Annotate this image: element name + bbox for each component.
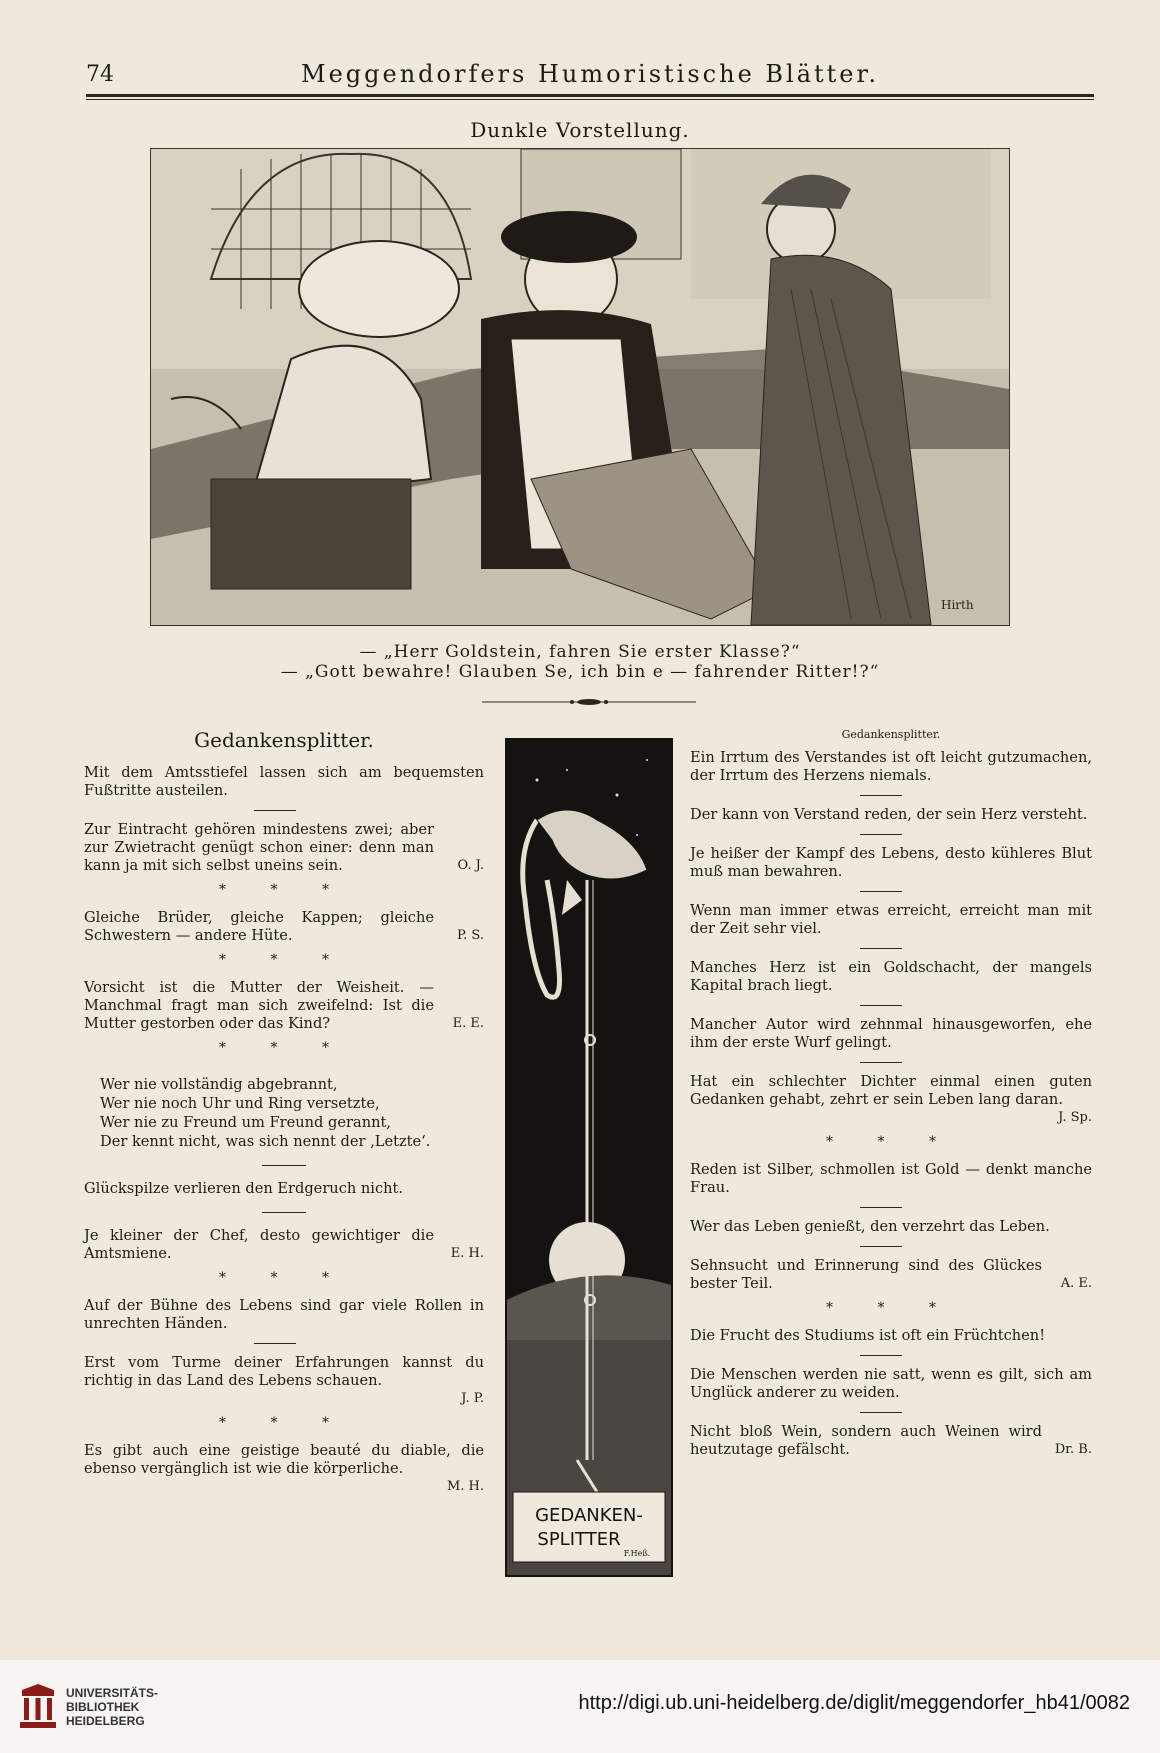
aphorism: Vorsicht ist die Mutter der Weisheit. — Manchmal fragt man sich zweifelnd: Ist die Mutter gestorben oder das Kind? E. E. xyxy=(84,979,484,1032)
separator xyxy=(262,1165,306,1166)
aphorism: Manches Herz ist ein Goldschacht, der mangels Kapital brach liegt. xyxy=(690,959,1092,994)
aphorism: Es gibt auch eine geistige beauté du diable, die ebenso vergänglich ist wie die körperliche. xyxy=(84,1442,484,1477)
signature: M. H. xyxy=(446,1479,484,1494)
cartoon-drawing xyxy=(151,149,1009,625)
aphorism: Wenn man immer etwas erreicht, erreicht man mit der Zeit sehr viel. xyxy=(690,902,1092,937)
poem-line: Wer nie vollständig abgebrannt, xyxy=(100,1076,338,1093)
separator xyxy=(262,1212,306,1213)
illustration-signature: F.Heß. xyxy=(623,1549,651,1558)
separator xyxy=(860,948,902,949)
aphorism: Hat ein schlechter Dichter einmal einen guten Gedanken gehabt, zehrt er sein Leben lang daran. xyxy=(690,1073,1092,1108)
star-divider: * * * xyxy=(219,882,349,898)
left-column xyxy=(84,728,484,1496)
star-divider: * * * xyxy=(219,952,349,968)
illustration-title-2: SPLITTER xyxy=(537,1529,621,1550)
separator xyxy=(860,1207,902,1208)
separator xyxy=(860,1062,902,1063)
aphorism: Gleiche Brüder, gleiche Kappen; gleiche Schwestern — andere Hüte. P. S. xyxy=(84,909,484,944)
poem-line: Der kennt nicht, was sich nennt der ‚Letzte‘. xyxy=(100,1133,431,1150)
ornament-divider xyxy=(482,696,696,708)
separator xyxy=(860,795,902,796)
separator xyxy=(860,834,902,835)
svg-text:Hirth: Hirth xyxy=(941,598,974,612)
aphorism: Zur Eintracht gehören mindestens zwei; aber zur Zwietracht genügt schon einer: denn man kann ja mit sich selbst uneins sein. O. J. xyxy=(84,821,484,874)
right-column-title: Gedankensplitter. xyxy=(841,728,941,741)
page-header xyxy=(86,60,1094,90)
aphorism: Ein Irrtum des Verstandes ist oft leicht gutzumachen, der Irrtum des Herzens niemals. xyxy=(690,749,1092,784)
star-divider: * * * xyxy=(219,1270,349,1286)
aphorism: Je heißer der Kampf des Lebens, desto kühleres Blut muß man bewahren. xyxy=(690,845,1092,880)
library-footer xyxy=(0,1660,1160,1753)
aphorism: Reden ist Silber, schmollen ist Gold — denkt manche Frau. xyxy=(690,1161,1092,1196)
aphorism: Glückspilze verlieren den Erdgeruch nicht. xyxy=(84,1180,404,1197)
aphorism: Die Menschen werden nie satt, wenn es gilt, sich am Unglück anderer zu weiden. xyxy=(690,1366,1092,1401)
poem-line: Wer nie zu Freund um Freund gerannt, xyxy=(100,1114,391,1131)
aphorism: Wer das Leben genießt, den verzehrt das Leben. xyxy=(690,1218,1050,1235)
separator xyxy=(254,1343,296,1344)
star-divider: * * * xyxy=(219,1415,349,1431)
illustration-title-1: GEDANKEN- xyxy=(535,1505,643,1526)
left-column-title: Gedankensplitter. xyxy=(194,728,374,752)
star-divider: * * * xyxy=(826,1134,956,1150)
source-url-link[interactable]: http://digi.ub.uni-heidelberg.de/diglit/meggendorfer_hb41/0082 xyxy=(578,1692,1130,1714)
signature: P. S. xyxy=(457,928,484,943)
signature: J. Sp. xyxy=(1058,1110,1092,1125)
caption-line-2: — „Gott bewahre! Glauben Se, ich bin e — fahrender Ritter!?“ xyxy=(280,662,880,682)
header-rule xyxy=(86,94,1094,97)
library-name-line: UNIVERSITÄTS- xyxy=(66,1686,159,1700)
library-name xyxy=(66,1686,158,1728)
star-divider: * * * xyxy=(219,1040,349,1056)
separator xyxy=(254,810,296,811)
signature: A. E. xyxy=(1060,1276,1092,1291)
signature: O. J. xyxy=(457,858,484,873)
gedankensplitter-illustration xyxy=(505,738,673,1577)
signature: E. H. xyxy=(450,1246,484,1261)
cartoon-illustration xyxy=(150,148,1010,626)
page-number: 74 xyxy=(86,62,114,87)
aphorism: Erst vom Turme deiner Erfahrungen kannst du richtig in das Land des Lebens schauen. xyxy=(84,1354,484,1389)
separator xyxy=(860,1246,902,1247)
signature: J. P. xyxy=(461,1391,484,1406)
signature: E. E. xyxy=(452,1016,484,1031)
aphorism: Die Frucht des Studiums ist oft ein Früchtchen! xyxy=(690,1327,1046,1344)
aphorism: Auf der Bühne des Lebens sind gar viele Rollen in unrechten Händen. xyxy=(84,1297,484,1332)
aphorism: Sehnsucht und Erinnerung sind des Glückes bester Teil. A. E. xyxy=(690,1257,1092,1292)
magazine-title: Meggendorfers Humoristische Blätter. xyxy=(301,60,879,88)
separator xyxy=(860,1005,902,1006)
signature: Dr. B. xyxy=(1054,1442,1092,1457)
separator xyxy=(860,891,902,892)
separator xyxy=(860,1412,902,1413)
flamingo-drawing xyxy=(507,740,671,1575)
header-rule-thin xyxy=(86,99,1094,100)
caption-line-1: — „Herr Goldstein, fahren Sie erster Klasse?“ xyxy=(359,642,801,662)
aphorism: Der kann von Verstand reden, der sein Herz versteht. xyxy=(690,806,1088,823)
library-name-line: BIBLIOTHEK xyxy=(66,1700,140,1714)
separator xyxy=(860,1355,902,1356)
star-divider: * * * xyxy=(826,1300,956,1316)
library-name-line: HEIDELBERG xyxy=(66,1714,145,1728)
right-column xyxy=(690,728,1092,1459)
aphorism: Nicht bloß Wein, sondern auch Weinen wird heutzutage gefälscht. Dr. B. xyxy=(690,1423,1092,1458)
aphorism: Je kleiner der Chef, desto gewichtiger die Amtsmiene. E. H. xyxy=(84,1227,484,1262)
poem-line: Wer nie noch Uhr und Ring versetzte, xyxy=(100,1095,380,1112)
aphorism: Mit dem Amtsstiefel lassen sich am bequemsten Fußtritte austeilen. xyxy=(84,764,484,799)
aphorism: Mancher Autor wird zehnmal hinausgeworfen, ehe ihm der erste Wurf gelingt. xyxy=(690,1016,1092,1051)
university-library-logo-icon xyxy=(18,1682,58,1732)
cartoon-title: Dunkle Vorstellung. xyxy=(470,118,690,142)
